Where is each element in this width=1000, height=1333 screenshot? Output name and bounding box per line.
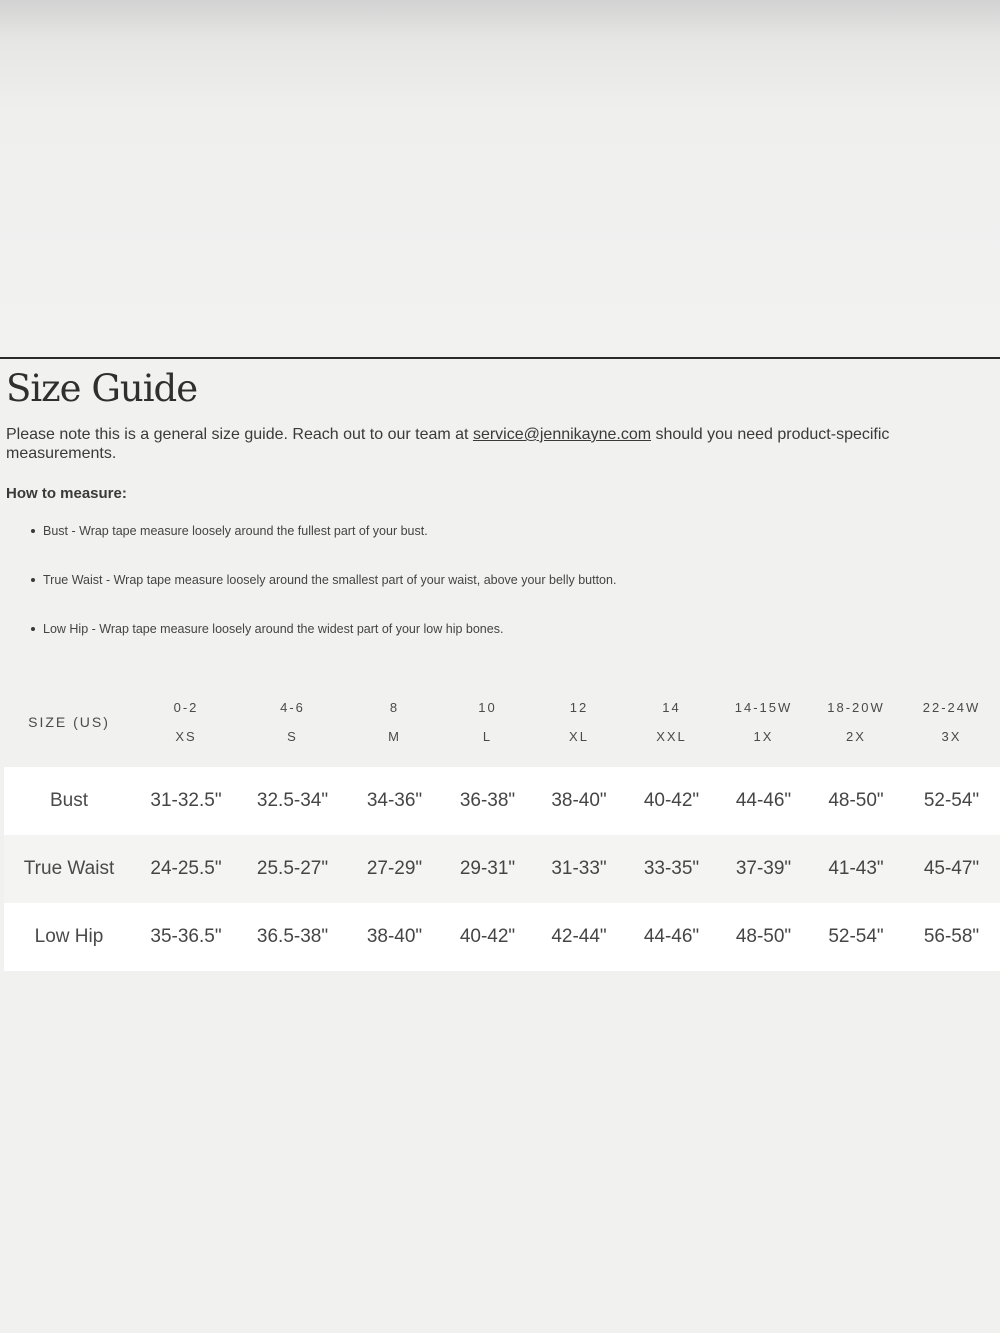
table-cell: 40-42" [442, 903, 533, 971]
table-cell: 36-38" [442, 767, 533, 835]
how-to-measure-heading: How to measure: [6, 485, 127, 502]
row-label: Bust [4, 767, 134, 835]
size-guide-panel [0, 359, 1000, 1333]
table-cell: 24-25.5" [134, 835, 238, 903]
size-header-cell [625, 677, 718, 767]
table-cell: 38-40" [533, 767, 625, 835]
alpha-size: 3X [941, 729, 962, 744]
alpha-size: L [482, 729, 493, 744]
table-cell: 44-46" [718, 767, 809, 835]
us-size: 10 [478, 700, 497, 715]
tip-true-waist: True Waist - Wrap tape measure loosely around the smallest part of your waist, above your belly button. [29, 568, 616, 617]
us-size: 22-24W [922, 700, 981, 715]
intro-text-after: should you need product-specific measurements. [6, 426, 890, 462]
size-table [4, 677, 1000, 971]
table-cell: 45-47" [903, 835, 1000, 903]
size-header-cell [718, 677, 809, 767]
tip-bust: Bust - Wrap tape measure loosely around the fullest part of your bust. [29, 519, 616, 568]
service-email-link[interactable]: service@jennikayne.com [472, 426, 652, 443]
table-cell: 31-32.5" [134, 767, 238, 835]
tip-low-hip: Low Hip - Wrap tape measure loosely around the widest part of your low hip bones. [29, 617, 616, 666]
table-cell: 36.5-38" [238, 903, 347, 971]
row-label: Low Hip [4, 903, 134, 971]
table-row-low-hip [4, 903, 1000, 971]
alpha-size: XXL [656, 729, 687, 744]
page-title: Size Guide [6, 367, 198, 410]
alpha-size: S [287, 729, 298, 744]
us-size: 14 [662, 700, 681, 715]
alpha-size: XS [175, 729, 197, 744]
table-cell: 38-40" [347, 903, 442, 971]
table-row-bust [4, 767, 1000, 835]
intro-text-before: Please note this is a general size guide. Reach out to our team at [6, 426, 473, 443]
table-cell: 40-42" [625, 767, 718, 835]
table-row-true-waist [4, 835, 1000, 903]
table-cell: 48-50" [809, 767, 903, 835]
us-size: 18-20W [827, 700, 885, 715]
alpha-size: XL [569, 729, 589, 744]
table-cell: 25.5-27" [238, 835, 347, 903]
table-cell: 48-50" [718, 903, 809, 971]
size-header-cell [134, 677, 238, 767]
alpha-size: 2X [846, 729, 866, 744]
table-cell: 33-35" [625, 835, 718, 903]
table-cell: 42-44" [533, 903, 625, 971]
table-cell: 41-43" [809, 835, 903, 903]
size-header-cell [809, 677, 903, 767]
blurred-top-area [0, 0, 1000, 360]
us-size: 0-2 [173, 700, 199, 715]
size-header-cell [238, 677, 347, 767]
size-us-header: SIZE (US) [28, 714, 110, 730]
us-size: 14-15W [734, 700, 793, 715]
table-cell: 52-54" [809, 903, 903, 971]
size-header-row [4, 677, 1000, 767]
table-cell: 27-29" [347, 835, 442, 903]
size-header-cell [903, 677, 1000, 767]
size-header-cell [533, 677, 625, 767]
table-cell: 56-58" [903, 903, 1000, 971]
intro-text [6, 425, 991, 463]
size-header-cell [442, 677, 533, 767]
alpha-size: 1X [753, 729, 774, 744]
table-cell: 35-36.5" [134, 903, 238, 971]
us-size: 4-6 [280, 700, 305, 715]
table-cell: 32.5-34" [238, 767, 347, 835]
us-size: 8 [389, 700, 400, 715]
us-size: 12 [569, 700, 589, 715]
table-cell: 44-46" [625, 903, 718, 971]
table-cell: 52-54" [903, 767, 1000, 835]
table-cell: 34-36" [347, 767, 442, 835]
table-cell: 37-39" [718, 835, 809, 903]
row-label: True Waist [4, 835, 134, 903]
measure-tips-list [29, 519, 616, 666]
table-cell: 29-31" [442, 835, 533, 903]
table-cell: 31-33" [533, 835, 625, 903]
alpha-size: M [388, 729, 401, 744]
size-header-cell [347, 677, 442, 767]
